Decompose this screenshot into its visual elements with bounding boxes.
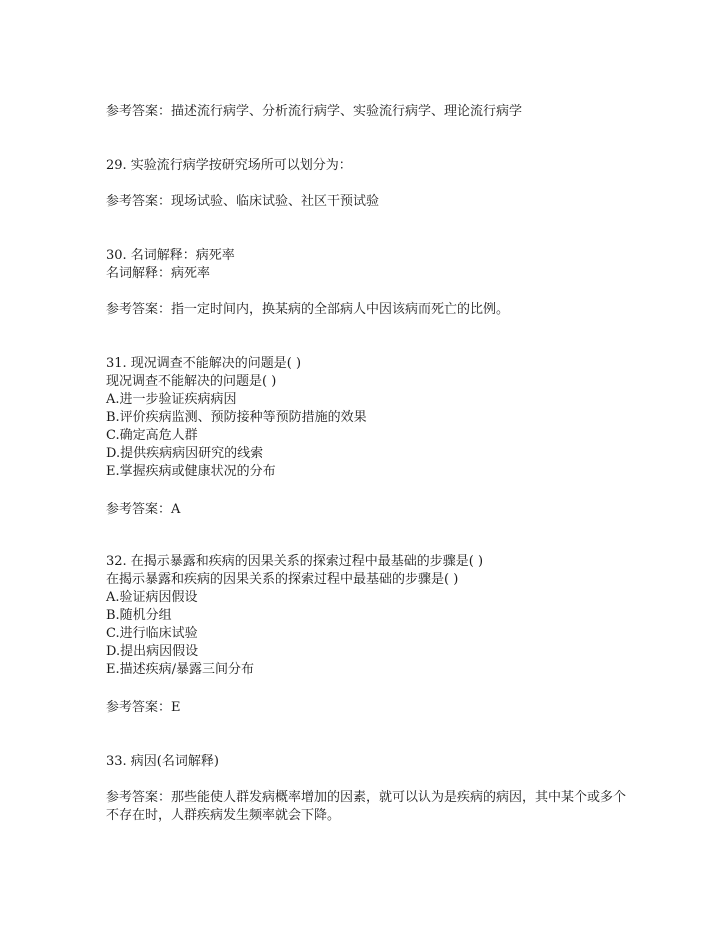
prev-answer: 参考答案：描述流行病学、分析流行病学、实验流行病学、理论流行病学 xyxy=(106,104,523,119)
q31-option-e: E.掌握疾病或健康状况的分布 xyxy=(106,464,276,479)
q29-question: 29. 实验流行病学按研究场所可以划分为： xyxy=(106,158,352,173)
q32-question: 32. 在揭示暴露和疾病的因果关系的探索过程中最基础的步骤是( ) xyxy=(106,554,484,569)
q33-answer: 参考答案：那些能使人群发病概率增加的因素，就可以认为是疾病的病因，其中某个或多个不存在时，人群疾病发生频率就会下降。 xyxy=(106,790,627,823)
q29-answer: 参考答案：现场试验、临床试验、社区干预试验 xyxy=(106,194,380,209)
q31-answer: 参考答案：A xyxy=(106,502,181,517)
q32-option-c: C.进行临床试验 xyxy=(106,626,198,641)
q32-answer: 参考答案：E xyxy=(106,700,181,715)
q33-question: 33. 病因(名词解释) xyxy=(106,754,219,769)
q30-answer: 参考答案：指一定时间内，换某病的全部病人中因该病而死亡的比例。 xyxy=(106,302,510,317)
q31-question: 31. 现况调查不能解决的问题是( ) xyxy=(106,356,302,371)
q32-option-a: A.验证病因假设 xyxy=(106,590,198,605)
q31-option-c: C.确定高危人群 xyxy=(106,428,198,443)
q32-option-b: B.随机分组 xyxy=(106,608,172,623)
q30-question: 30. 名词解释：病死率 xyxy=(106,248,235,263)
q31-option-d: D.提供疾病病因研究的线索 xyxy=(106,446,264,461)
q32-option-e: E.描述疾病/暴露三间分布 xyxy=(106,662,255,677)
q31-option-a: A.进一步验证疾病病因 xyxy=(106,392,237,407)
q32-option-d: D.提出病因假设 xyxy=(106,644,199,659)
q31-restate: 现况调查不能解决的问题是( ) xyxy=(106,374,277,389)
q30-restate: 名词解释：病死率 xyxy=(106,266,211,281)
q31-option-b: B.评价疾病监测、预防接种等预防措施的效果 xyxy=(106,410,367,425)
q32-restate: 在揭示暴露和疾病的因果关系的探索过程中最基础的步骤是( ) xyxy=(106,572,459,587)
